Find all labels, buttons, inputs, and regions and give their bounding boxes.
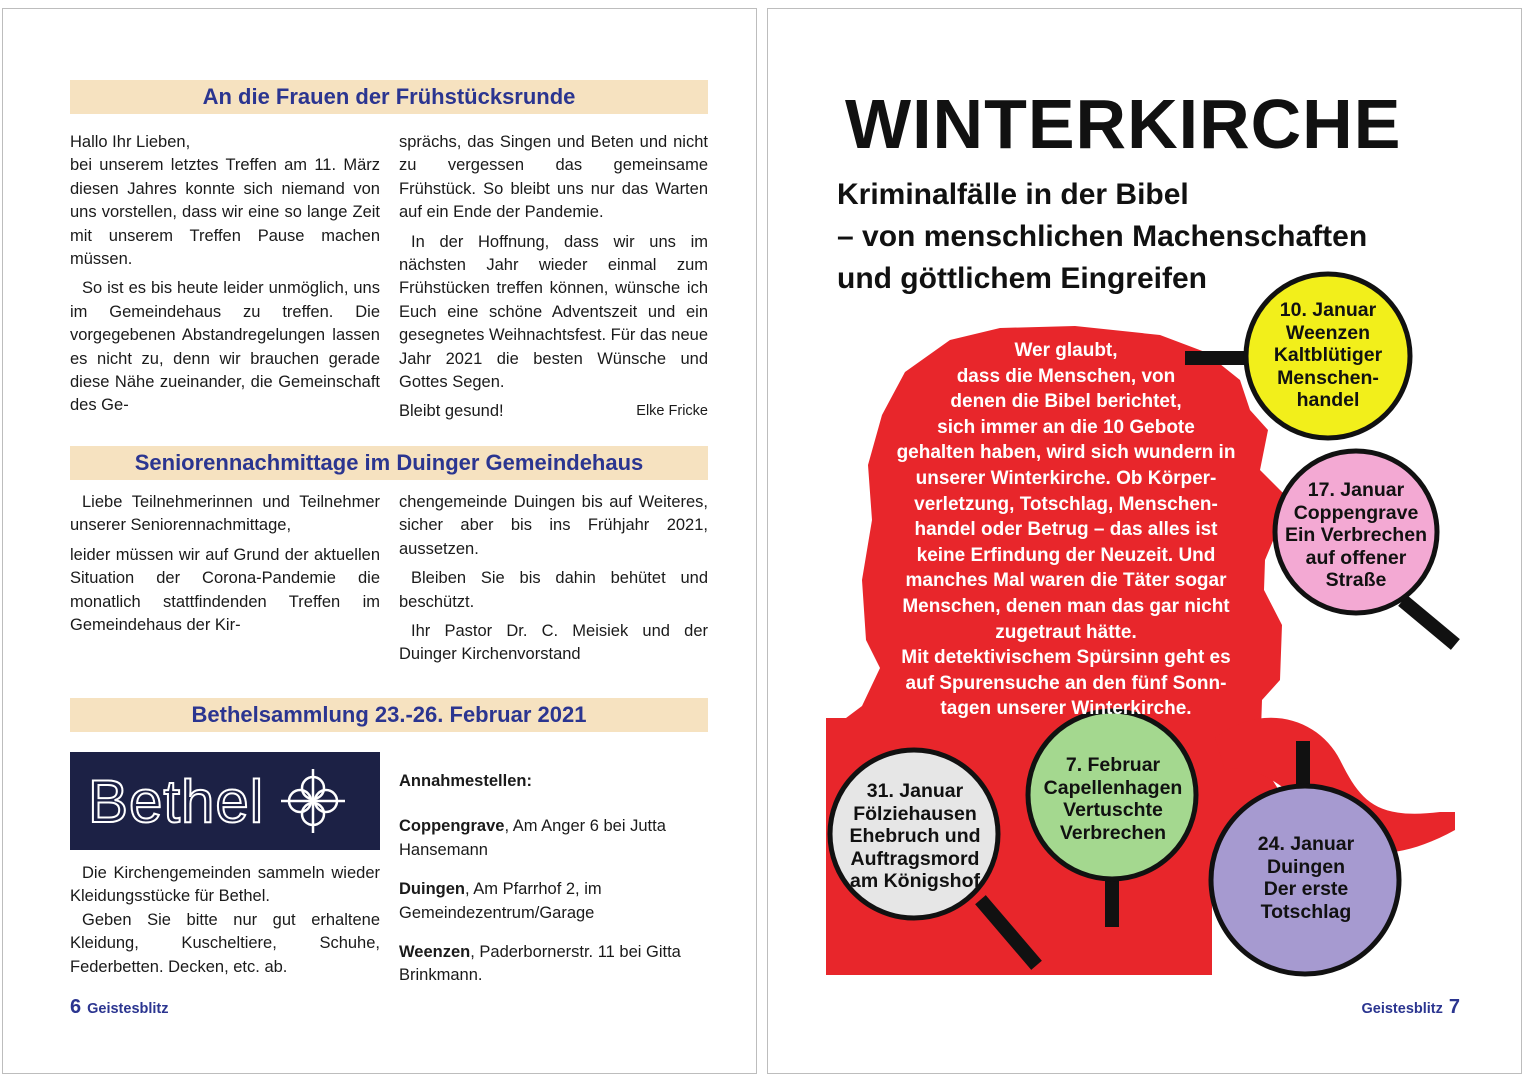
page-number: 6: [70, 996, 82, 1018]
text-line: Wer glaubt,: [1014, 340, 1118, 361]
text-line: dass die Menschen, von: [956, 365, 1176, 387]
event-topic: Menschen-: [1277, 366, 1379, 389]
event-topic: Auftragsmord: [850, 847, 980, 870]
event-date: 7. Februar: [1065, 754, 1161, 776]
location-name: Duingen: [399, 880, 465, 899]
text-line: manches Mal waren die Täter sogar: [905, 570, 1227, 592]
text-line: sich immer an die 10 Gebote: [937, 416, 1195, 438]
section-title-fruehstuecksrunde: An die Frauen der Frühstücksrunde: [70, 80, 708, 114]
location-address: , Am Anger 6 bei Jutta Hansemann: [399, 817, 666, 859]
event-place: Weenzen: [1285, 321, 1371, 344]
paragraph: Liebe Teilnehmerinnen und Teilnehmer unserer Seniorennachmittage,: [70, 493, 380, 535]
magnifier-handle: [1408, 605, 1450, 640]
paragraph: Bleiben Sie bis dahin behütet und beschützt.: [399, 569, 708, 611]
event-date: 24. Januar: [1257, 833, 1355, 855]
location-address: , Am Pfarrhof 2, im Gemeindezentrum/Garage: [399, 880, 602, 922]
paragraph: leider müssen wir auf Grund der aktuellen Situation der Corona-Pandemie die monatlich stattfindenden Treffen im Gemeindehaus der Kir-: [70, 545, 380, 635]
paragraph: sprächs, das Singen und Beten und nicht zu vergessen das gemeinsame Frühstück. So bleibt uns nur das Warten auf ein Ende der Pandemie.: [399, 133, 708, 222]
event-topic: Vertuschte: [1063, 799, 1163, 821]
event-duingen: [1222, 833, 1390, 923]
text-line: Menschen, denen man das gar nicht: [902, 595, 1230, 617]
section-title-bethelsammlung: Bethelsammlung 23.-26. Februar 2021: [70, 698, 708, 732]
event-weenzen: [1248, 299, 1408, 412]
magazine-name: Geistesblitz: [87, 1001, 169, 1017]
text-line: keine Erfindung der Neuzeit. Und: [916, 544, 1216, 566]
location-name: Coppengrave: [399, 817, 505, 836]
event-topic: Ehebruch und: [849, 825, 981, 847]
page-number: 7: [1448, 996, 1460, 1018]
text-line: auf Spurensuche an den fünf Sonn-: [905, 672, 1227, 694]
paragraph: In der Hoffnung, dass wir uns im nächsten Jahr wieder einmal zum Frühstücken treffen können, wünsche ich Euch eine schöne Adventszeit und ein gesegnetes Weihnachtsfest. Für das neue Jahr 2021 die besten Wünsche und Gottes Segen.: [399, 232, 708, 392]
subtitle-line: – von menschlichen Machenschaften: [837, 220, 1368, 253]
event-coppengrave: [1270, 479, 1442, 592]
paragraph: Ihr Pastor Dr. C. Meisiek und der Duinger Kirchenvorstand: [399, 622, 708, 664]
event-capellenhagen: [1030, 754, 1196, 844]
event-place: Fölziehausen: [853, 802, 977, 825]
paragraph: Die Kirchengemeinden sammeln wieder Kleidungsstücke für Bethel.: [70, 864, 380, 906]
text-line: handel oder Betrug – das alles ist: [914, 519, 1218, 541]
text-line: gehalten haben, wird sich wundern in: [896, 442, 1236, 464]
location-name: Weenzen: [399, 943, 471, 962]
event-topic: Verbrechen: [1059, 821, 1167, 844]
event-date: 10. Januar: [1279, 299, 1377, 321]
event-topic: Totschlag: [1260, 900, 1352, 923]
section-title-seniorennachmittage: Seniorennachmittage im Duinger Gemeindehaus: [70, 446, 708, 480]
text-line: Mit detektivischem Spürsinn geht es: [901, 647, 1231, 669]
footer-right: [1361, 996, 1460, 1019]
text-line: unserer Winterkirche. Ob Körper-: [915, 467, 1217, 489]
subtitle-line: Kriminalfälle in der Bibel: [837, 178, 1189, 211]
location-address: , Paderbornerstr. 11 bei Gitta Brinkmann.: [399, 943, 681, 985]
text-line: zugetraut hätte.: [995, 621, 1137, 643]
event-topic: am Königshof: [850, 870, 980, 892]
event-topic: handel: [1296, 389, 1360, 411]
event-topic: auf offener: [1305, 546, 1407, 569]
paragraph: Hallo Ihr Lieben,: [70, 133, 191, 151]
signature: Elke Fricke: [636, 403, 708, 420]
paragraph: bei unserem letztes Treffen am 11. März diesen Jahres konnte sich niemand von uns vorstellen, dass wir eine so lange Zeit mit unserem Treffen Pause machen müssen.: [70, 156, 380, 269]
paragraph: chengemeinde Duingen bis auf Weiteres, sicher aber bis ins Frühjahr 2021, aussetzen.: [399, 493, 708, 558]
page-title: WINTERKIRCHE: [845, 85, 1402, 163]
event-place: Duingen: [1267, 855, 1345, 878]
event-date: 31. Januar: [866, 780, 964, 802]
text-line: verletzung, Totschlag, Menschen-: [914, 493, 1218, 515]
annahmestellen-title: Annahmestellen:: [399, 772, 532, 790]
text-line: denen die Bibel berichtet,: [950, 391, 1182, 413]
winterkirche-intro-text: [856, 338, 1276, 722]
closing-text: Bleibt gesund!: [399, 402, 504, 421]
event-topic: Kaltblütiger: [1273, 344, 1383, 366]
event-topic: Der erste: [1263, 878, 1349, 900]
event-place: Coppengrave: [1293, 501, 1419, 524]
event-topic: Ein Verbrechen: [1285, 524, 1427, 546]
magazine-name: Geistesblitz: [1361, 1001, 1443, 1017]
subtitle-line: und göttlichem Eingreifen: [837, 262, 1208, 295]
event-place: Capellenhagen: [1043, 776, 1183, 799]
text-line: tagen unserer Winterkirche.: [940, 698, 1192, 720]
bethel-logo-text: Bethel: [88, 767, 265, 835]
paragraph: Geben Sie bitte nur gut erhaltene Kleidung, Kuscheltiere, Schuhe, Federbetten. Decken, etc. ab.: [70, 910, 380, 976]
event-foelziehausen: [832, 780, 998, 893]
event-topic: Straße: [1325, 569, 1387, 591]
event-date: 17. Januar: [1307, 479, 1405, 501]
paragraph: So ist es bis heute leider unmöglich, uns im Gemeindehaus zu treffen. Die vorgegebenen Abstandregelungen lassen es nicht zu, denn wir brauchen gerade diese Nähe zueinander, die Gemeinschaft des Ge-: [70, 279, 380, 415]
